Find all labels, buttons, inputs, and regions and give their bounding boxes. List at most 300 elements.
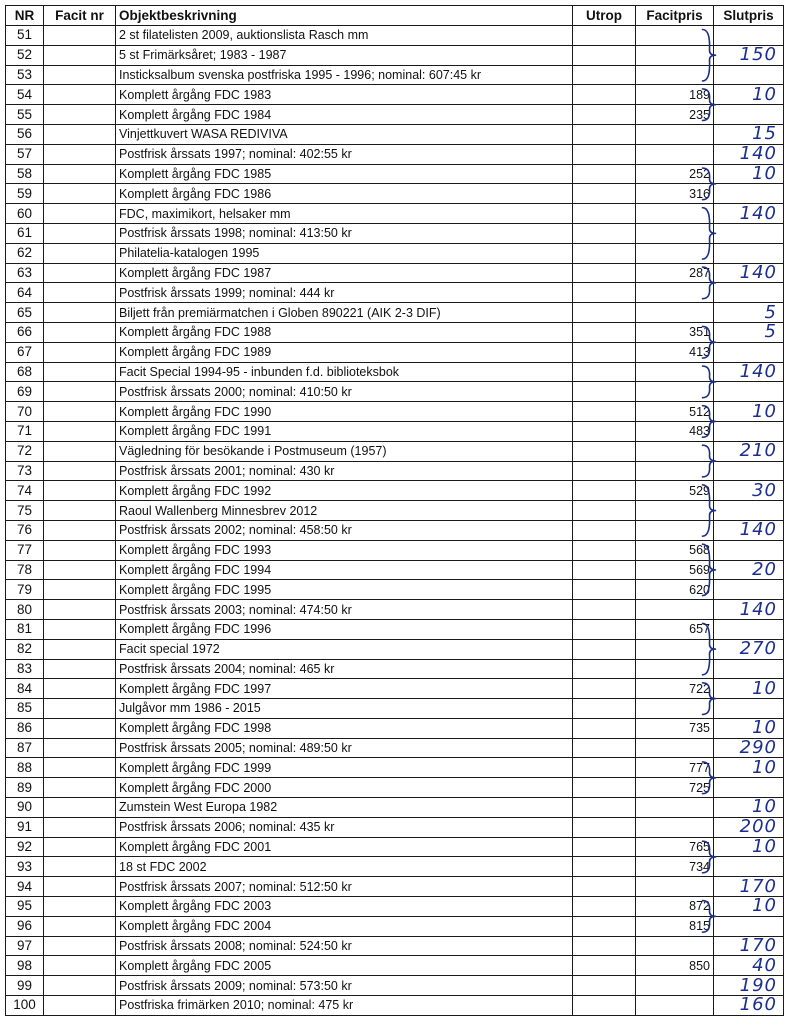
cell-utrop (573, 897, 636, 917)
cell-facit-nr (44, 402, 116, 422)
table-row (6, 817, 784, 837)
cell-facitpris (636, 877, 714, 897)
table-row (6, 976, 784, 996)
cell-nr: 71 (6, 421, 44, 441)
cell-slutpris: 10 (714, 679, 784, 699)
cell-slutpris (714, 382, 784, 402)
table-row (6, 342, 784, 362)
cell-nr: 81 (6, 619, 44, 639)
cell-nr: 76 (6, 520, 44, 540)
cell-facit-nr (44, 243, 116, 263)
cell-facitpris (636, 996, 714, 1016)
cell-nr: 87 (6, 738, 44, 758)
cell-description: Komplett årgång FDC 1984 (116, 105, 573, 125)
table-row (6, 897, 784, 917)
cell-nr: 89 (6, 778, 44, 798)
table-row (6, 857, 784, 877)
cell-facitpris (636, 243, 714, 263)
cell-facitpris: 569 (636, 560, 714, 580)
cell-description: Postfrisk årssats 1997; nominal: 402:55 kr (116, 144, 573, 164)
cell-facitpris (636, 124, 714, 144)
cell-description: Vägledning för besökande i Postmuseum (1957) (116, 441, 573, 461)
table-row (6, 164, 784, 184)
cell-utrop (573, 996, 636, 1016)
table-row (6, 124, 784, 144)
table-row (6, 659, 784, 679)
cell-slutpris: 10 (714, 164, 784, 184)
cell-nr: 99 (6, 976, 44, 996)
cell-utrop (573, 164, 636, 184)
cell-facitpris: 620 (636, 580, 714, 600)
cell-description: Julgåvor mm 1986 - 2015 (116, 699, 573, 719)
cell-utrop (573, 362, 636, 382)
cell-facit-nr (44, 283, 116, 303)
table-row (6, 362, 784, 382)
cell-facit-nr (44, 718, 116, 738)
cell-nr: 80 (6, 600, 44, 620)
table-row (6, 758, 784, 778)
cell-facitpris: 568 (636, 540, 714, 560)
col-header-description: Objektbeskrivning (116, 6, 573, 26)
cell-description: Postfrisk årssats 2007; nominal: 512:50 kr (116, 877, 573, 897)
cell-nr: 70 (6, 402, 44, 422)
cell-facitpris (636, 699, 714, 719)
cell-utrop (573, 619, 636, 639)
cell-facit-nr (44, 441, 116, 461)
cell-facit-nr (44, 520, 116, 540)
table-row (6, 441, 784, 461)
cell-slutpris: 10 (714, 897, 784, 917)
table-row (6, 916, 784, 936)
cell-description: Komplett årgång FDC 1992 (116, 481, 573, 501)
cell-facit-nr (44, 639, 116, 659)
cell-nr: 92 (6, 837, 44, 857)
cell-facit-nr (44, 322, 116, 342)
cell-description: Komplett årgång FDC 2001 (116, 837, 573, 857)
table-row (6, 144, 784, 164)
cell-facit-nr (44, 798, 116, 818)
cell-slutpris: 170 (714, 877, 784, 897)
cell-slutpris: 270 (714, 639, 784, 659)
cell-nr: 82 (6, 639, 44, 659)
cell-facitpris (636, 65, 714, 85)
table-row (6, 402, 784, 422)
cell-description: Postfrisk årssats 2000; nominal: 410:50 kr (116, 382, 573, 402)
cell-description: Postfrisk årssats 2001; nominal: 430 kr (116, 461, 573, 481)
cell-facit-nr (44, 936, 116, 956)
header-row (6, 6, 784, 26)
cell-nr: 86 (6, 718, 44, 738)
cell-utrop (573, 481, 636, 501)
cell-facitpris: 529 (636, 481, 714, 501)
cell-nr: 96 (6, 916, 44, 936)
table-row (6, 738, 784, 758)
cell-facit-nr (44, 956, 116, 976)
cell-facit-nr (44, 857, 116, 877)
cell-description: Postfrisk årssats 1999; nominal: 444 kr (116, 283, 573, 303)
table-row (6, 877, 784, 897)
cell-nr: 77 (6, 540, 44, 560)
cell-facit-nr (44, 877, 116, 897)
cell-description: Postfrisk årssats 2002; nominal: 458:50 kr (116, 520, 573, 540)
cell-facit-nr (44, 540, 116, 560)
cell-utrop (573, 738, 636, 758)
cell-description: Komplett årgång FDC 1994 (116, 560, 573, 580)
cell-description: Postfrisk årssats 2004; nominal: 465 kr (116, 659, 573, 679)
cell-facitpris: 252 (636, 164, 714, 184)
cell-description: Komplett årgång FDC 1985 (116, 164, 573, 184)
cell-facitpris (636, 817, 714, 837)
cell-utrop (573, 798, 636, 818)
table-row (6, 837, 784, 857)
cell-facitpris (636, 441, 714, 461)
cell-description: Komplett årgång FDC 1988 (116, 322, 573, 342)
cell-facit-nr (44, 837, 116, 857)
cell-utrop (573, 916, 636, 936)
cell-nr: 97 (6, 936, 44, 956)
cell-utrop (573, 857, 636, 877)
cell-utrop (573, 580, 636, 600)
cell-facit-nr (44, 817, 116, 837)
cell-nr: 73 (6, 461, 44, 481)
cell-facitpris (636, 303, 714, 323)
cell-nr: 93 (6, 857, 44, 877)
cell-facitpris: 189 (636, 85, 714, 105)
cell-description: Komplett årgång FDC 1986 (116, 184, 573, 204)
cell-facitpris (636, 362, 714, 382)
cell-facit-nr (44, 144, 116, 164)
table-row (6, 263, 784, 283)
cell-facitpris (636, 600, 714, 620)
cell-nr: 83 (6, 659, 44, 679)
cell-nr: 52 (6, 45, 44, 65)
table-row (6, 520, 784, 540)
cell-nr: 95 (6, 897, 44, 917)
cell-facitpris: 413 (636, 342, 714, 362)
cell-slutpris: 160 (714, 996, 784, 1016)
cell-description: Postfrisk årssats 2008; nominal: 524:50 kr (116, 936, 573, 956)
cell-description: 5 st Frimärksåret; 1983 - 1987 (116, 45, 573, 65)
cell-facit-nr (44, 976, 116, 996)
cell-utrop (573, 540, 636, 560)
table-row (6, 223, 784, 243)
cell-facitpris: 316 (636, 184, 714, 204)
table-row (6, 619, 784, 639)
cell-nr: 69 (6, 382, 44, 402)
cell-utrop (573, 26, 636, 46)
cell-utrop (573, 283, 636, 303)
cell-nr: 51 (6, 26, 44, 46)
cell-facitpris (636, 45, 714, 65)
cell-facit-nr (44, 124, 116, 144)
table-row (6, 204, 784, 224)
cell-description: Komplett årgång FDC 1996 (116, 619, 573, 639)
cell-description: Komplett årgång FDC 2000 (116, 778, 573, 798)
cell-utrop (573, 441, 636, 461)
cell-description: Postfrisk årssats 2006; nominal: 435 kr (116, 817, 573, 837)
cell-facit-nr (44, 45, 116, 65)
col-header-facit-nr: Facit nr (44, 6, 116, 26)
cell-utrop (573, 600, 636, 620)
cell-facit-nr (44, 303, 116, 323)
cell-slutpris: 190 (714, 976, 784, 996)
cell-utrop (573, 184, 636, 204)
table-row (6, 996, 784, 1016)
table-row (6, 184, 784, 204)
cell-facitpris: 235 (636, 105, 714, 125)
cell-facitpris (636, 204, 714, 224)
cell-nr: 90 (6, 798, 44, 818)
cell-description: Komplett årgång FDC 1995 (116, 580, 573, 600)
table-row (6, 718, 784, 738)
cell-nr: 91 (6, 817, 44, 837)
cell-nr: 72 (6, 441, 44, 461)
cell-slutpris: 140 (714, 263, 784, 283)
cell-facit-nr (44, 204, 116, 224)
cell-facitpris (636, 738, 714, 758)
cell-facitpris: 815 (636, 916, 714, 936)
cell-slutpris (714, 342, 784, 362)
cell-facit-nr (44, 184, 116, 204)
cell-description: Postfrisk årssats 2005; nominal: 489:50 kr (116, 738, 573, 758)
cell-nr: 56 (6, 124, 44, 144)
col-header-nr: NR (6, 6, 44, 26)
cell-facitpris: 287 (636, 263, 714, 283)
cell-nr: 78 (6, 560, 44, 580)
cell-description: Komplett årgång FDC 1997 (116, 679, 573, 699)
cell-slutpris (714, 65, 784, 85)
table-row (6, 421, 784, 441)
cell-description: Raoul Wallenberg Minnesbrev 2012 (116, 501, 573, 521)
cell-slutpris (714, 421, 784, 441)
cell-facit-nr (44, 619, 116, 639)
table-row (6, 956, 784, 976)
cell-slutpris (714, 699, 784, 719)
cell-description: 18 st FDC 2002 (116, 857, 573, 877)
cell-utrop (573, 778, 636, 798)
cell-utrop (573, 461, 636, 481)
cell-facitpris: 512 (636, 402, 714, 422)
cell-utrop (573, 85, 636, 105)
cell-nr: 55 (6, 105, 44, 125)
cell-utrop (573, 976, 636, 996)
cell-description: Komplett årgång FDC 1993 (116, 540, 573, 560)
cell-facit-nr (44, 600, 116, 620)
cell-slutpris (714, 857, 784, 877)
cell-utrop (573, 520, 636, 540)
table-row (6, 85, 784, 105)
cell-nr: 66 (6, 322, 44, 342)
cell-nr: 74 (6, 481, 44, 501)
cell-description: Komplett årgång FDC 1999 (116, 758, 573, 778)
cell-slutpris: 150 (714, 45, 784, 65)
cell-description: Postfrisk årssats 2003; nominal: 474:50 kr (116, 600, 573, 620)
col-header-slutpris: Slutpris (714, 6, 784, 26)
cell-description: Zumstein West Europa 1982 (116, 798, 573, 818)
cell-description: Komplett årgång FDC 1991 (116, 421, 573, 441)
cell-description: Facit Special 1994-95 - inbunden f.d. biblioteksbok (116, 362, 573, 382)
cell-facitpris: 735 (636, 718, 714, 738)
cell-facit-nr (44, 738, 116, 758)
cell-nr: 54 (6, 85, 44, 105)
cell-facit-nr (44, 421, 116, 441)
cell-utrop (573, 956, 636, 976)
cell-facit-nr (44, 778, 116, 798)
cell-utrop (573, 936, 636, 956)
cell-slutpris: 140 (714, 362, 784, 382)
cell-utrop (573, 837, 636, 857)
cell-facitpris: 657 (636, 619, 714, 639)
cell-nr: 57 (6, 144, 44, 164)
cell-facit-nr (44, 699, 116, 719)
cell-nr: 58 (6, 164, 44, 184)
cell-description: Komplett årgång FDC 2004 (116, 916, 573, 936)
cell-facitpris (636, 144, 714, 164)
cell-facitpris (636, 520, 714, 540)
cell-slutpris: 290 (714, 738, 784, 758)
cell-nr: 53 (6, 65, 44, 85)
cell-facit-nr (44, 580, 116, 600)
table-row (6, 65, 784, 85)
cell-facitpris: 351 (636, 322, 714, 342)
cell-facitpris (636, 659, 714, 679)
cell-utrop (573, 817, 636, 837)
cell-facitpris: 725 (636, 778, 714, 798)
cell-slutpris: 10 (714, 402, 784, 422)
cell-description: Komplett årgång FDC 1983 (116, 85, 573, 105)
cell-utrop (573, 263, 636, 283)
cell-nr: 94 (6, 877, 44, 897)
cell-facitpris (636, 382, 714, 402)
cell-slutpris: 200 (714, 817, 784, 837)
auction-results-table (5, 5, 784, 1016)
cell-description: Philatelia-katalogen 1995 (116, 243, 573, 263)
cell-description: Komplett årgång FDC 1998 (116, 718, 573, 738)
cell-facitpris: 872 (636, 897, 714, 917)
cell-slutpris (714, 778, 784, 798)
cell-facitpris (636, 223, 714, 243)
cell-utrop (573, 699, 636, 719)
cell-nr: 84 (6, 679, 44, 699)
table-row (6, 322, 784, 342)
cell-slutpris: 5 (714, 303, 784, 323)
cell-utrop (573, 144, 636, 164)
cell-slutpris: 10 (714, 837, 784, 857)
cell-slutpris: 140 (714, 520, 784, 540)
cell-nr: 61 (6, 223, 44, 243)
cell-slutpris: 5 (714, 322, 784, 342)
cell-slutpris (714, 243, 784, 263)
cell-facitpris (636, 26, 714, 46)
table-row (6, 798, 784, 818)
cell-utrop (573, 758, 636, 778)
cell-nr: 62 (6, 243, 44, 263)
cell-nr: 85 (6, 699, 44, 719)
cell-facitpris (636, 501, 714, 521)
cell-slutpris: 170 (714, 936, 784, 956)
cell-slutpris: 40 (714, 956, 784, 976)
cell-facit-nr (44, 996, 116, 1016)
cell-nr: 63 (6, 263, 44, 283)
cell-utrop (573, 105, 636, 125)
cell-utrop (573, 322, 636, 342)
cell-utrop (573, 342, 636, 362)
cell-nr: 59 (6, 184, 44, 204)
table-row (6, 580, 784, 600)
cell-facit-nr (44, 382, 116, 402)
col-header-facitpris: Facitpris (636, 6, 714, 26)
cell-facit-nr (44, 916, 116, 936)
cell-facit-nr (44, 560, 116, 580)
cell-utrop (573, 421, 636, 441)
cell-description: Komplett årgång FDC 1990 (116, 402, 573, 422)
cell-slutpris: 10 (714, 718, 784, 738)
cell-facitpris (636, 798, 714, 818)
table-row (6, 540, 784, 560)
cell-description: Insticksalbum svenska postfriska 1995 - 1996; nominal: 607:45 kr (116, 65, 573, 85)
cell-facit-nr (44, 65, 116, 85)
cell-utrop (573, 501, 636, 521)
cell-facitpris: 722 (636, 679, 714, 699)
table-row (6, 283, 784, 303)
cell-slutpris: 10 (714, 85, 784, 105)
cell-slutpris (714, 540, 784, 560)
cell-utrop (573, 243, 636, 263)
cell-slutpris (714, 105, 784, 125)
cell-slutpris (714, 659, 784, 679)
cell-facitpris (636, 976, 714, 996)
cell-facit-nr (44, 223, 116, 243)
cell-slutpris: 30 (714, 481, 784, 501)
cell-slutpris: 10 (714, 758, 784, 778)
cell-slutpris: 140 (714, 144, 784, 164)
cell-facit-nr (44, 105, 116, 125)
table-row (6, 936, 784, 956)
table-row (6, 679, 784, 699)
cell-description: Vinjettkuvert WASA REDIVIVA (116, 124, 573, 144)
cell-description: Postfriska frimärken 2010; nominal: 475 kr (116, 996, 573, 1016)
table-row (6, 461, 784, 481)
cell-slutpris: 210 (714, 441, 784, 461)
cell-slutpris: 140 (714, 204, 784, 224)
cell-utrop (573, 659, 636, 679)
cell-slutpris (714, 184, 784, 204)
cell-slutpris (714, 916, 784, 936)
table-row (6, 105, 784, 125)
table-row (6, 382, 784, 402)
cell-utrop (573, 679, 636, 699)
cell-facitpris (636, 461, 714, 481)
cell-facitpris (636, 936, 714, 956)
cell-facit-nr (44, 758, 116, 778)
table-row (6, 560, 784, 580)
table-body (6, 26, 784, 1016)
cell-nr: 67 (6, 342, 44, 362)
cell-utrop (573, 204, 636, 224)
cell-slutpris (714, 619, 784, 639)
cell-utrop (573, 560, 636, 580)
cell-facitpris (636, 283, 714, 303)
cell-nr: 68 (6, 362, 44, 382)
cell-description: Biljett från premiärmatchen i Globen 890221 (AIK 2-3 DIF) (116, 303, 573, 323)
cell-facitpris (636, 639, 714, 659)
cell-utrop (573, 382, 636, 402)
cell-nr: 75 (6, 501, 44, 521)
cell-facit-nr (44, 342, 116, 362)
cell-slutpris (714, 580, 784, 600)
cell-description: Komplett årgång FDC 2005 (116, 956, 573, 976)
table-row (6, 45, 784, 65)
